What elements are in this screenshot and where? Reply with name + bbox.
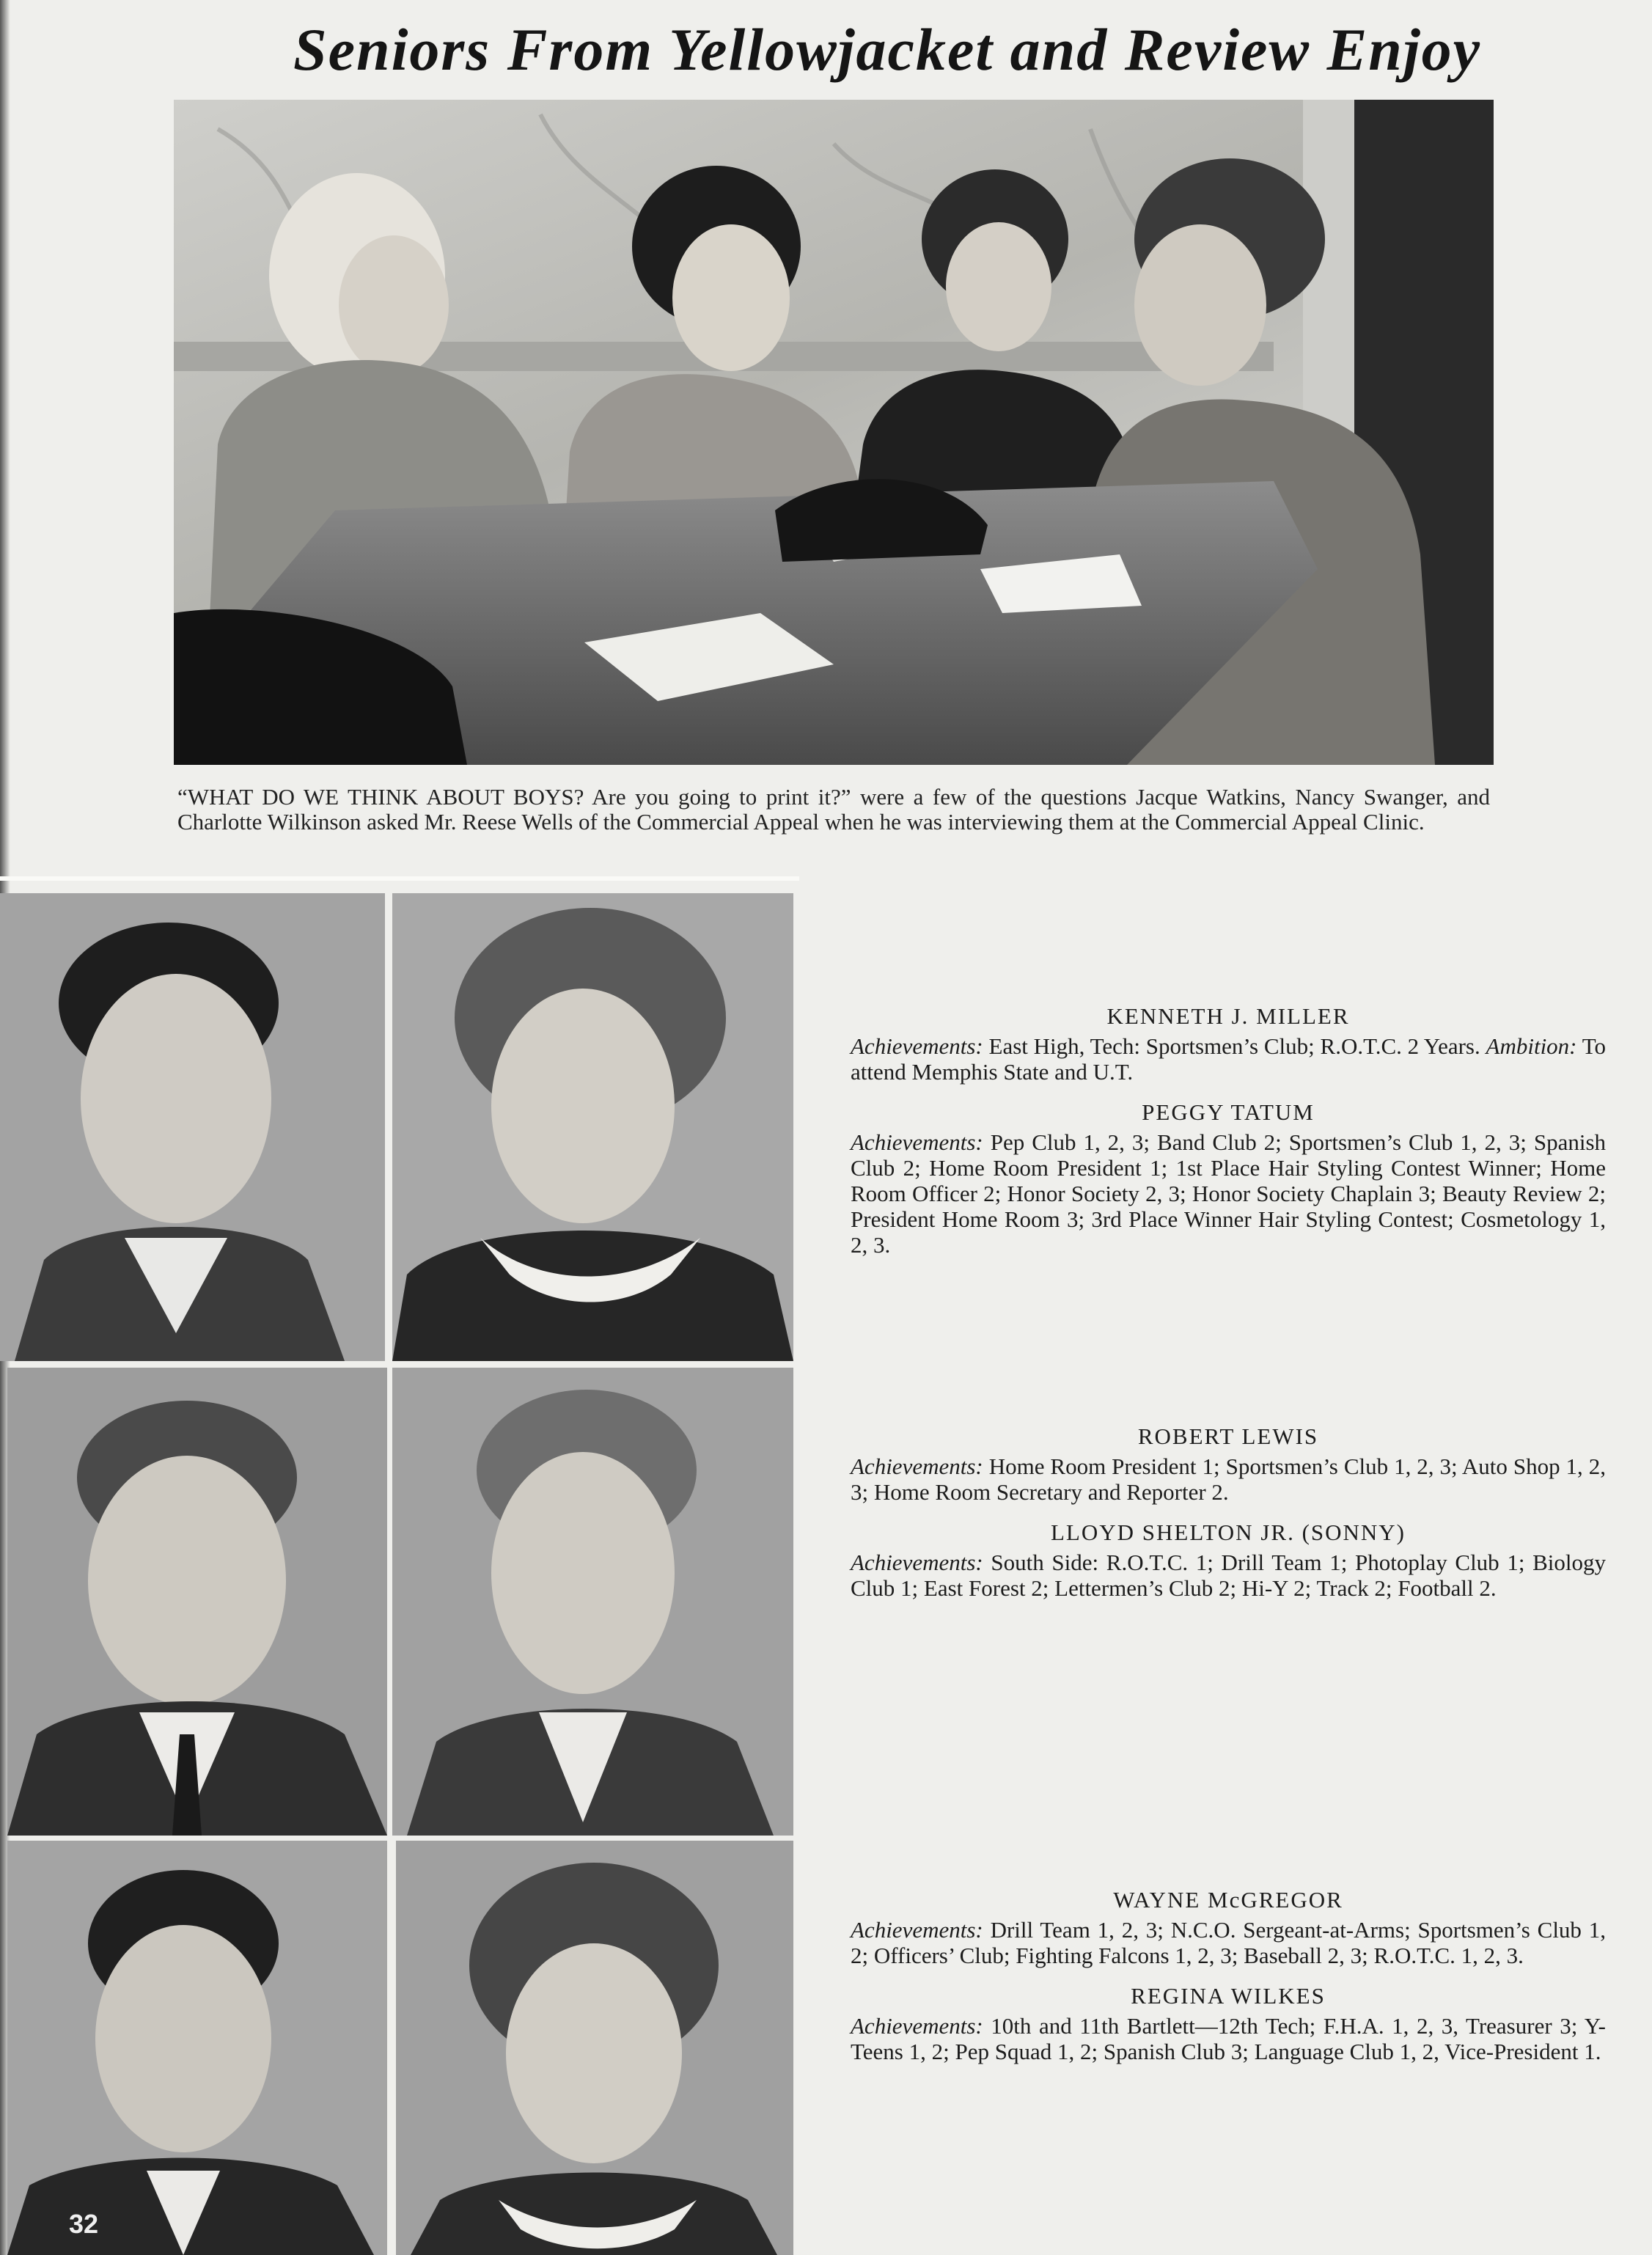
portrait-kenneth-miller	[0, 893, 385, 1361]
senior-entry-robert-lewis	[851, 1423, 1606, 1616]
portrait-lloyd-shelton	[392, 1368, 793, 1836]
portrait-peggy-tatum	[392, 893, 793, 1361]
portrait-regina-wilkes	[396, 1841, 793, 2255]
senior-achievements: Achievements: South Side: R.O.T.C. 1; Drill Team 1; Photoplay Club 1; Biology Club 1; East Forest 2; Lettermen’s Club 2; Hi-Y 2; Track 2; Football 2.	[851, 1550, 1606, 1601]
page-number: 32	[69, 2209, 99, 2239]
group-interview-photo	[174, 100, 1494, 765]
portrait-wayne-mcgregor	[7, 1841, 387, 2255]
senior-achievements: Achievements: Home Room President 1; Sportsmen’s Club 1, 2, 3; Auto Shop 1, 2, 3; Home Room Secretary and Reporter 2.	[851, 1453, 1606, 1505]
senior-name: LLOYD SHELTON JR. (SONNY)	[1050, 1519, 1406, 1545]
senior-entry-kenneth-miller	[851, 1003, 1606, 1272]
senior-achievements: Achievements: 10th and 11th Bartlett—12th Tech; F.H.A. 1, 2, 3, Treasurer 3; Y-Teens 1, 2; Pep Squad 1, 2; Spanish Club 3; Language Club 1, 2, Vice-President 1.	[851, 2013, 1606, 2064]
senior-name: KENNETH J. MILLER	[1106, 1003, 1350, 1029]
senior-entry-wayne-mcgregor	[851, 1887, 1606, 2079]
senior-achievements: Achievements: East High, Tech: Sportsmen’s Club; R.O.T.C. 2 Years. Ambition: To attend Memphis State and U.T.	[851, 1033, 1607, 1085]
senior-name: REGINA WILKES	[1131, 1983, 1326, 2009]
senior-name: PEGGY TATUM	[1142, 1099, 1315, 1125]
senior-name: ROBERT LEWIS	[1137, 1423, 1319, 1449]
senior-achievements: Achievements: Drill Team 1, 2, 3; N.C.O. Sergeant-at-Arms; Sportsmen’s Club 1, 2; Officers’ Club; Fighting Falcons 1, 2, 3; Baseball 2, 3; R.O.T.C. 1, 2, 3.	[851, 1917, 1607, 1968]
section-divider	[0, 876, 799, 881]
photo-caption: “WHAT DO WE THINK ABOUT BOYS? Are you going to print it?” were a few of the questions Jacque Watkins, Nancy Swanger, and Charlotte Wilkinson asked Mr. Reese Wells of the Commercial Appeal when he was interviewing them at the Commercial Appeal Clinic.	[177, 784, 1490, 835]
senior-achievements: Achievements: Pep Club 1, 2, 3; Band Club 2; Sportsmen’s Club 1, 2, 3; Spanish Club 2; Home Room President 1; 1st Place Hair Styling Contest Winner; Home Room Officer 2; Honor Society 2, 3; Honor Society Chaplain 3; Beauty Review 2; President Home Room 3; 3rd Place Winner Hair Styling Contest; Cosmetology 1, 2, 3.	[851, 1129, 1607, 1258]
senior-name: WAYNE McGREGOR	[1113, 1887, 1343, 1913]
portrait-robert-lewis	[7, 1368, 387, 1836]
page-headline: Seniors From Yellowjacket and Review Enjoy	[293, 16, 1482, 83]
